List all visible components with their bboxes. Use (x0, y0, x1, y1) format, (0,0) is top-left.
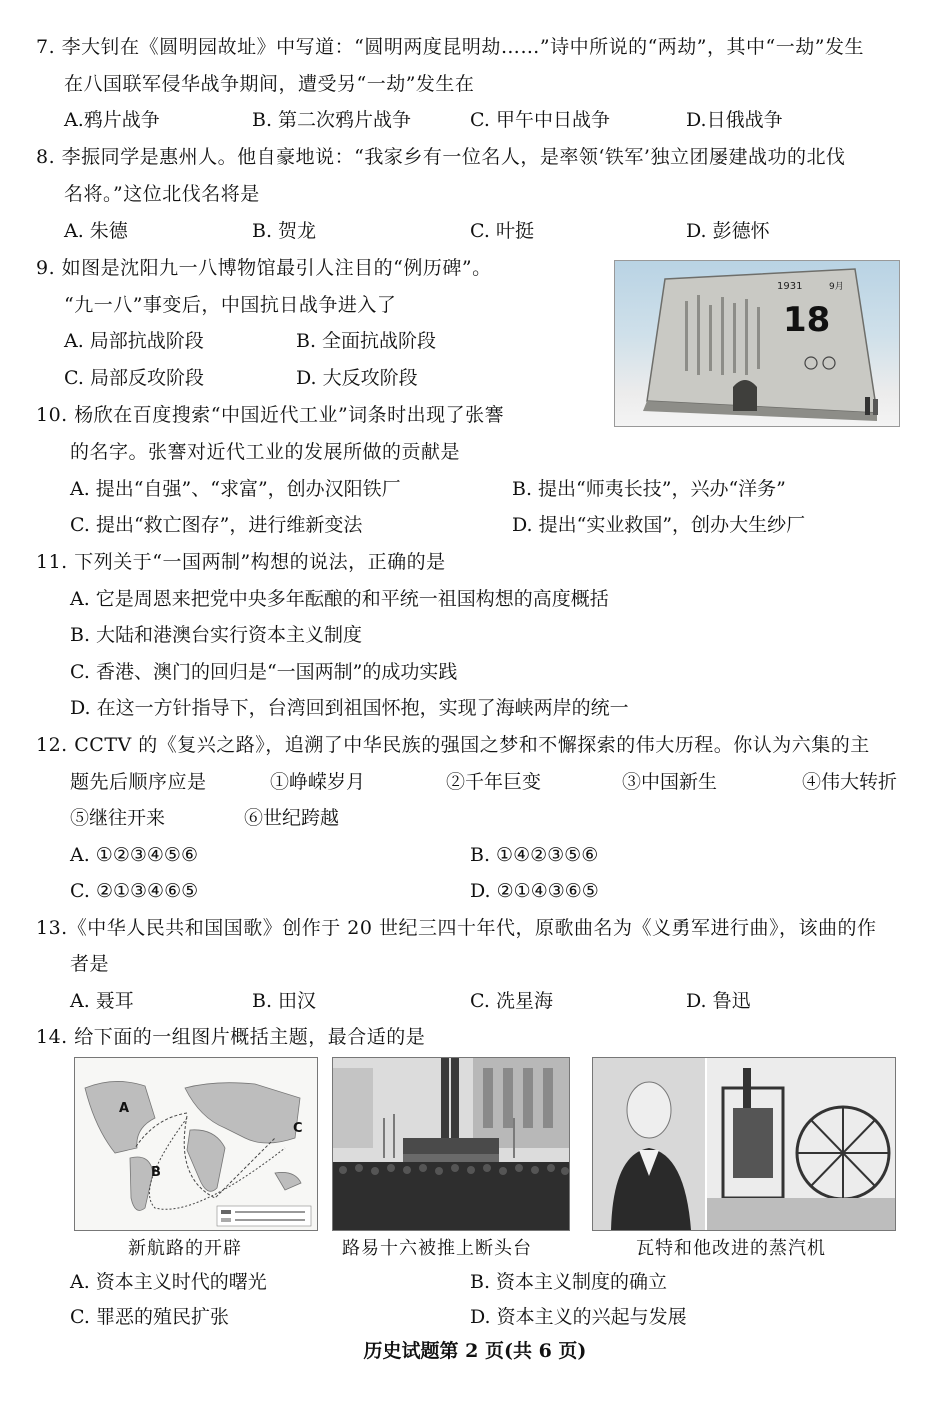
q13-stem-line1: 13.《中华人民共和国国歌》创作于 20 世纪三四十年代，原歌曲名为《义勇军进行曲》，该曲的作 (36, 917, 877, 939)
monument-month-text: 9月 (829, 282, 844, 292)
q11-stem: 11. 下列关于“一国两制”构想的说法，正确的是 (36, 551, 446, 573)
q8-option-a[interactable]: A. 朱德 (64, 220, 128, 242)
q9-option-d[interactable]: D. 大反攻阶段 (296, 367, 418, 389)
q12-item-2: ②千年巨变 (446, 771, 542, 793)
q10-stem-line1: 10. 杨欣在百度搜索“中国近代工业”词条时出现了张謇 (36, 404, 505, 426)
monument-day-text: 18 (783, 300, 831, 340)
q8-option-c[interactable]: C. 叶挺 (470, 220, 534, 242)
louis-xvi-guillotine-engraving (332, 1057, 570, 1231)
q11-option-b[interactable]: B. 大陆和港澳台实行资本主义制度 (70, 624, 363, 646)
calendar-monument-photo (614, 260, 900, 427)
q10-option-d[interactable]: D. 提出“实业救国”，创办大生纱厂 (512, 514, 806, 536)
q13-stem-line2: 者是 (70, 953, 110, 975)
q12-item-6: ⑥世纪跨越 (244, 807, 340, 829)
map-label-c: C (293, 1121, 303, 1136)
q9-option-a[interactable]: A. 局部抗战阶段 (64, 330, 204, 352)
q12-option-d[interactable]: D. ②①④③⑥⑤ (470, 880, 599, 902)
crowd-engraving-illustration (333, 1058, 569, 1230)
monument-year-text: 1931 (777, 281, 803, 292)
q11-option-c[interactable]: C. 香港、澳门的回归是“一国两制”的成功实践 (70, 661, 458, 683)
page-footer: 历史试题第 2 页(共 6 页) (363, 1340, 587, 1362)
q14-stem: 14. 给下面的一组图片概括主题，最合适的是 (36, 1026, 426, 1048)
q12-stem-line1: 12. CCTV 的《复兴之路》，追溯了中华民族的强国之梦和不懈探索的伟大历程。你认为六集的主 (36, 734, 870, 756)
watt-portrait-and-engine-illustration (593, 1058, 895, 1230)
q11-option-a[interactable]: A. 它是周恩来把党中央多年酝酿的和平统一祖国构想的高度概括 (70, 588, 609, 610)
q7-option-a[interactable]: A.鸦片战争 (64, 109, 160, 131)
q13-option-c[interactable]: C. 冼星海 (470, 990, 553, 1012)
q9-option-b[interactable]: B. 全面抗战阶段 (296, 330, 437, 352)
q14-option-c[interactable]: C. 罪恶的殖民扩张 (70, 1306, 229, 1328)
caption-watt-steam-engine: 瓦特和他改进的蒸汽机 (636, 1238, 826, 1259)
q13-option-d[interactable]: D. 鲁迅 (686, 990, 751, 1012)
q12-option-c[interactable]: C. ②①③④⑥⑤ (70, 880, 199, 902)
q7-stem-line1: 7. 李大钊在《圆明园故址》中写道：“圆明两度昆明劫……”诗中所说的“两劫”，其中“一劫”发生 (36, 36, 864, 58)
q10-option-c[interactable]: C. 提出“救亡图存”，进行维新变法 (70, 514, 363, 536)
q13-option-b[interactable]: B. 田汉 (252, 990, 317, 1012)
q10-option-a[interactable]: A. 提出“自强”、“求富”，创办汉阳铁厂 (70, 478, 401, 500)
q7-option-d[interactable]: D.日俄战争 (686, 109, 783, 131)
q8-option-d[interactable]: D. 彭德怀 (686, 220, 770, 242)
q14-option-b[interactable]: B. 资本主义制度的确立 (470, 1271, 668, 1293)
q12-item-4: ④伟大转折 (802, 771, 898, 793)
map-label-b: B (151, 1165, 161, 1180)
q11-option-d[interactable]: D. 在这一方针指导下，台湾回到祖国怀抱，实现了海峡两岸的统一 (70, 697, 629, 719)
q7-stem-line2: 在八国联军侵华战争期间，遭受另“一劫”发生在 (64, 73, 475, 95)
calendar-monument-illustration (615, 261, 899, 426)
q9-stem-line2: “九一八”事变后，中国抗日战争进入了 (64, 294, 397, 316)
q7-option-b[interactable]: B. 第二次鸦片战争 (252, 109, 412, 131)
q12-option-b[interactable]: B. ①④②③⑤⑥ (470, 844, 599, 866)
q12-item-1: ①峥嵘岁月 (270, 771, 366, 793)
q10-stem-line2: 的名字。张謇对近代工业的发展所做的贡献是 (70, 441, 461, 463)
new-sea-routes-map (74, 1057, 318, 1231)
caption-new-sea-routes: 新航路的开辟 (128, 1238, 242, 1259)
q10-option-b[interactable]: B. 提出“师夷长技”，兴办“洋务” (512, 478, 786, 500)
q8-option-b[interactable]: B. 贺龙 (252, 220, 317, 242)
q12-item-5: ⑤继往开来 (70, 807, 166, 829)
q14-option-a[interactable]: A. 资本主义时代的曙光 (70, 1271, 267, 1293)
q13-option-a[interactable]: A. 聂耳 (70, 990, 134, 1012)
q9-option-c[interactable]: C. 局部反攻阶段 (64, 367, 204, 389)
q7-option-c[interactable]: C. 甲午中日战争 (470, 109, 610, 131)
q12-option-a[interactable]: A. ①②③④⑤⑥ (70, 844, 198, 866)
caption-louis-xvi: 路易十六被推上断头台 (342, 1238, 532, 1259)
q8-stem-line1: 8. 李振同学是惠州人。他自豪地说：“我家乡有一位名人，是率领‘铁军’独立团屡建战功的北伐 (36, 146, 846, 168)
map-label-a: A (119, 1101, 130, 1116)
q8-stem-line2: 名将。”这位北伐名将是 (64, 183, 260, 205)
world-map-illustration (75, 1058, 317, 1230)
q14-option-d[interactable]: D. 资本主义的兴起与发展 (470, 1306, 687, 1328)
q12-stem-line2-prefix: 题先后顺序应是 (70, 771, 207, 793)
q12-item-3: ③中国新生 (622, 771, 718, 793)
q9-stem-line1: 9. 如图是沈阳九一八博物馆最引人注目的“例历碑”。 (36, 257, 492, 279)
watt-steam-engine-photos (592, 1057, 896, 1231)
